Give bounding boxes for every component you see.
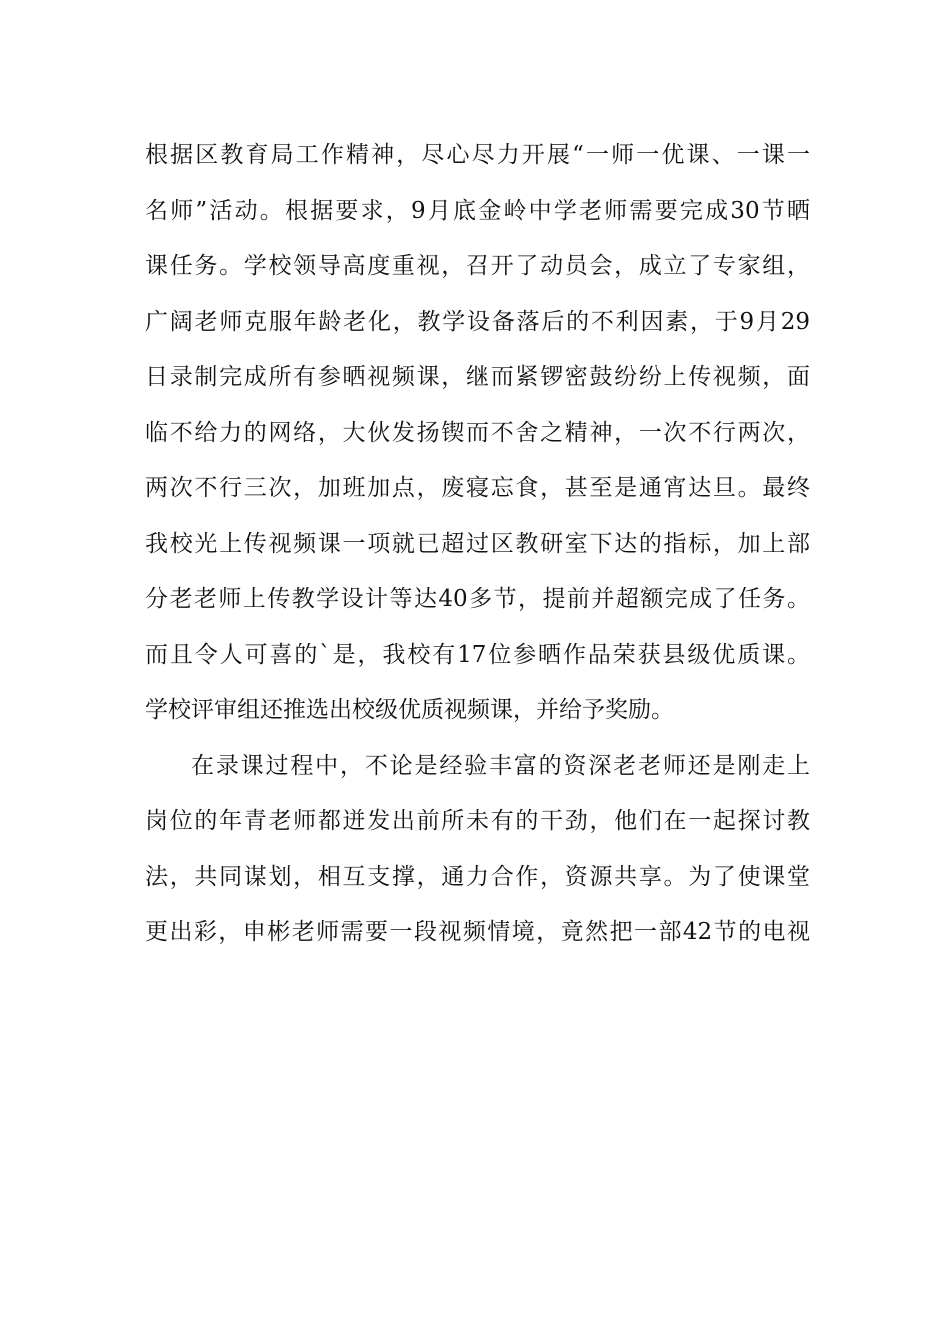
text-line-content: 在录课过程中，不论是经验丰富的资深老老师还是刚走上 xyxy=(191,752,810,779)
text-line xyxy=(145,688,810,744)
text-line-content: 法，共同谋划，相互支撑，通力合作，资源共享。为了使课堂 xyxy=(145,863,810,890)
text-line-content: 两次不行三次，加班加点，废寝忘食，甚至是通宵达旦。最终 xyxy=(145,475,810,501)
text-line xyxy=(145,910,810,966)
text-line xyxy=(145,577,810,633)
text-line xyxy=(145,799,810,855)
text-line-content: 课任务。学校领导高度重视，召开了动员会，成立了专家组， xyxy=(145,253,810,279)
text-line xyxy=(145,411,810,467)
text-line-content: 分老老师上传教学设计等达40多节，提前并超额完成了任务。 xyxy=(145,586,810,612)
text-line xyxy=(145,466,810,522)
text-line-content: 根据区教育局工作精神，尽心尽力开展“一师一优课、一课一 xyxy=(145,142,810,168)
text-line-content: 学校评审组还推选出校级优质视频课，并给予奖励。 xyxy=(145,697,674,723)
text-line xyxy=(145,189,810,245)
body-text xyxy=(145,133,810,966)
text-line-content: 我校光上传视频课一项就已超过区教研室下达的指标，加上部 xyxy=(145,530,810,557)
text-line-content: 岗位的年青老师都迸发出前所未有的干劲，他们在一起探讨教 xyxy=(145,808,810,834)
text-line-content: 而且令人可喜的`是，我校有17位参晒作品荣获县级优质课。 xyxy=(145,641,810,668)
text-line xyxy=(145,300,810,356)
text-line-content: 名师”活动。根据要求，9月底金岭中学老师需要完成30节晒 xyxy=(145,197,810,224)
text-line xyxy=(145,244,810,300)
text-line-content: 临不给力的网络，大伙发扬锲而不舍之精神，一次不行两次， xyxy=(145,419,810,446)
text-line-content: 广阔老师克服年龄老化，教学设备落后的不利因素，于9月29 xyxy=(145,308,810,335)
text-line xyxy=(145,133,810,189)
text-line-content: 日录制完成所有参晒视频课，继而紧锣密鼓纷纷上传视频，面 xyxy=(145,364,810,390)
text-line xyxy=(145,522,810,578)
text-line xyxy=(145,355,810,411)
text-line xyxy=(145,633,810,689)
text-line xyxy=(145,855,810,911)
paragraph-first-line xyxy=(145,744,810,800)
text-line-content: 更出彩，申彬老师需要一段视频情境，竟然把一部42节的电视 xyxy=(145,919,810,945)
